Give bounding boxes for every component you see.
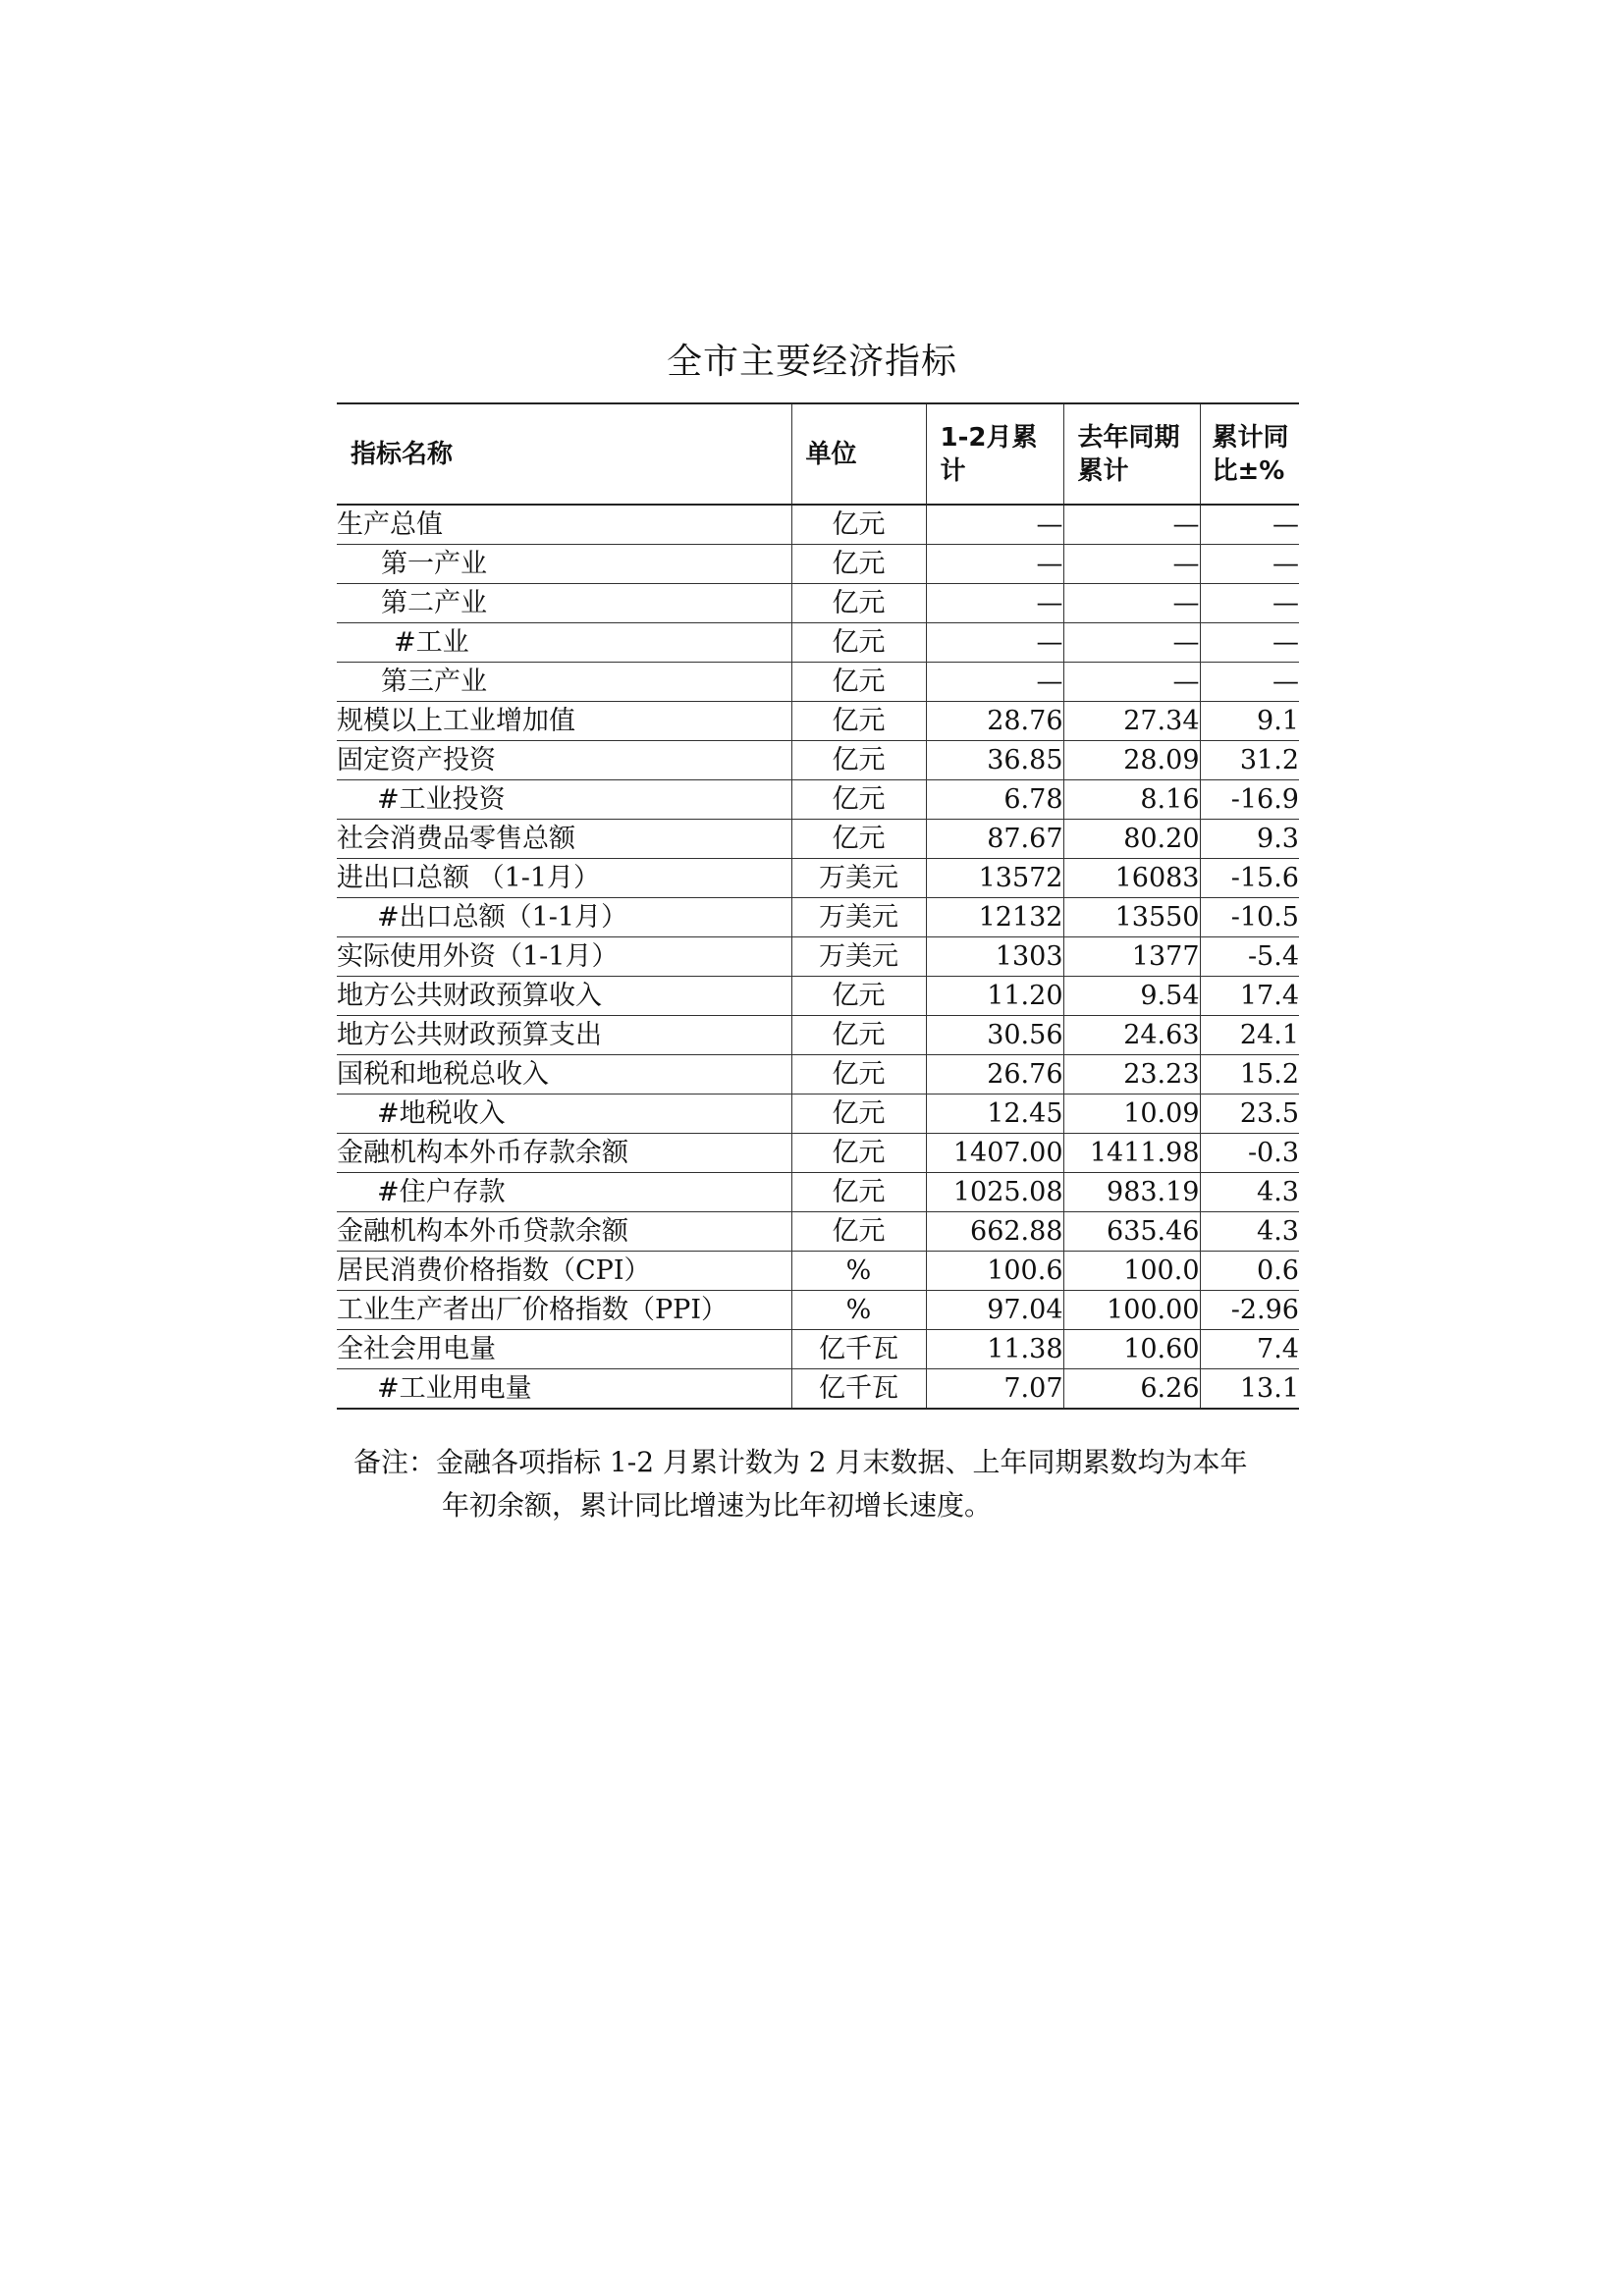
indicators-table	[337, 402, 1299, 1410]
row-indicator-name: 金融机构本外币贷款余额	[337, 1212, 791, 1252]
row-yoy-value: 0.6	[1200, 1252, 1299, 1291]
row-yoy-value: —	[1200, 505, 1299, 545]
row-unit: 亿元	[791, 1095, 926, 1134]
row-current-value: 100.6	[926, 1252, 1063, 1291]
row-indicator-name: 全社会用电量	[337, 1330, 791, 1369]
row-unit: 万美元	[791, 859, 926, 898]
footnote-label: 备注：	[353, 1446, 437, 1478]
row-unit: 亿元	[791, 584, 926, 623]
row-indicator-name: 实际使用外资（1-1月）	[337, 937, 791, 977]
row-current-value: —	[926, 623, 1063, 663]
header-previous-year-cumulative: 去年同期累计	[1063, 403, 1200, 505]
row-current-value: 662.88	[926, 1212, 1063, 1252]
row-current-value: 6.78	[926, 780, 1063, 820]
row-previous-value: —	[1063, 545, 1200, 584]
table-row	[337, 505, 1299, 545]
row-indicator-name: 第二产业	[337, 584, 791, 623]
row-yoy-value: 4.3	[1200, 1212, 1299, 1252]
table-row	[337, 1055, 1299, 1095]
footnote-line-1: 金融各项指标 1-2 月累计数为 2 月末数据、上年同期累数均为本年	[436, 1446, 1248, 1478]
row-current-value: 36.85	[926, 741, 1063, 780]
row-current-value: 1303	[926, 937, 1063, 977]
row-indicator-name: 规模以上工业增加值	[337, 702, 791, 741]
table-row	[337, 545, 1299, 584]
table-row	[337, 741, 1299, 780]
row-previous-value: —	[1063, 623, 1200, 663]
row-unit: 万美元	[791, 937, 926, 977]
table-row	[337, 1173, 1299, 1212]
row-yoy-value: 9.3	[1200, 820, 1299, 859]
row-unit: 亿元	[791, 1212, 926, 1252]
row-current-value: —	[926, 505, 1063, 545]
row-current-value: 1407.00	[926, 1134, 1063, 1173]
row-indicator-name: 固定资产投资	[337, 741, 791, 780]
row-yoy-value: 24.1	[1200, 1016, 1299, 1055]
header-yoy-change: 累计同比±%	[1200, 403, 1299, 505]
row-unit: 亿元	[791, 505, 926, 545]
row-unit: %	[791, 1291, 926, 1330]
row-indicator-name: #出口总额（1-1月）	[337, 898, 791, 937]
row-yoy-value: -16.9	[1200, 780, 1299, 820]
row-unit: 亿元	[791, 1173, 926, 1212]
row-current-value: 97.04	[926, 1291, 1063, 1330]
row-previous-value: 8.16	[1063, 780, 1200, 820]
row-yoy-value: -0.3	[1200, 1134, 1299, 1173]
row-unit: %	[791, 1252, 926, 1291]
table-row	[337, 1016, 1299, 1055]
row-unit: 亿元	[791, 741, 926, 780]
row-unit: 亿元	[791, 663, 926, 702]
row-current-value: 87.67	[926, 820, 1063, 859]
table-row	[337, 584, 1299, 623]
row-indicator-name: 地方公共财政预算支出	[337, 1016, 791, 1055]
row-yoy-value: 23.5	[1200, 1095, 1299, 1134]
row-current-value: 7.07	[926, 1369, 1063, 1410]
row-current-value: 12132	[926, 898, 1063, 937]
table-row	[337, 820, 1299, 859]
row-previous-value: —	[1063, 584, 1200, 623]
header-unit: 单位	[791, 403, 926, 505]
table-row	[337, 1134, 1299, 1173]
row-previous-value: 1411.98	[1063, 1134, 1200, 1173]
row-previous-value: 23.23	[1063, 1055, 1200, 1095]
table-row	[337, 898, 1299, 937]
row-indicator-name: #工业	[337, 623, 791, 663]
table-row	[337, 1252, 1299, 1291]
row-current-value: 11.20	[926, 977, 1063, 1016]
row-yoy-value: —	[1200, 623, 1299, 663]
row-current-value: 26.76	[926, 1055, 1063, 1095]
table-row	[337, 663, 1299, 702]
row-previous-value: 13550	[1063, 898, 1200, 937]
row-current-value: 1025.08	[926, 1173, 1063, 1212]
row-unit: 亿元	[791, 977, 926, 1016]
header-current-cumulative: 1-2月累计	[926, 403, 1063, 505]
row-previous-value: —	[1063, 505, 1200, 545]
row-current-value: 11.38	[926, 1330, 1063, 1369]
row-unit: 万美元	[791, 898, 926, 937]
row-unit: 亿元	[791, 545, 926, 584]
row-previous-value: 27.34	[1063, 702, 1200, 741]
row-indicator-name: #工业投资	[337, 780, 791, 820]
table-row	[337, 623, 1299, 663]
row-previous-value: 80.20	[1063, 820, 1200, 859]
row-indicator-name: #工业用电量	[337, 1369, 791, 1410]
row-yoy-value: 9.1	[1200, 702, 1299, 741]
row-current-value: —	[926, 663, 1063, 702]
row-unit: 亿元	[791, 780, 926, 820]
row-current-value: —	[926, 584, 1063, 623]
table-row	[337, 977, 1299, 1016]
row-previous-value: 6.26	[1063, 1369, 1200, 1410]
row-yoy-value: 17.4	[1200, 977, 1299, 1016]
row-unit: 亿千瓦	[791, 1369, 926, 1410]
row-yoy-value: 4.3	[1200, 1173, 1299, 1212]
row-indicator-name: 生产总值	[337, 505, 791, 545]
row-previous-value: 10.09	[1063, 1095, 1200, 1134]
row-unit: 亿千瓦	[791, 1330, 926, 1369]
row-previous-value: —	[1063, 663, 1200, 702]
footnote-line-2: 年初余额，累计同比增速为比年初增长速度。	[442, 1489, 993, 1522]
table-row	[337, 1291, 1299, 1330]
row-yoy-value: 31.2	[1200, 741, 1299, 780]
row-indicator-name: 地方公共财政预算收入	[337, 977, 791, 1016]
row-previous-value: 28.09	[1063, 741, 1200, 780]
row-current-value: 30.56	[926, 1016, 1063, 1055]
table-row	[337, 1369, 1299, 1410]
row-yoy-value: —	[1200, 584, 1299, 623]
table-header-row	[337, 403, 1299, 505]
row-unit: 亿元	[791, 1055, 926, 1095]
row-indicator-name: 社会消费品零售总额	[337, 820, 791, 859]
row-unit: 亿元	[791, 1016, 926, 1055]
row-indicator-name: 国税和地税总收入	[337, 1055, 791, 1095]
row-indicator-name: 工业生产者出厂价格指数（PPI）	[337, 1291, 791, 1330]
table-row	[337, 702, 1299, 741]
row-indicator-name: 居民消费价格指数（CPI）	[337, 1252, 791, 1291]
row-yoy-value: 7.4	[1200, 1330, 1299, 1369]
row-current-value: 12.45	[926, 1095, 1063, 1134]
table-row	[337, 1330, 1299, 1369]
row-yoy-value: 13.1	[1200, 1369, 1299, 1410]
table-row	[337, 780, 1299, 820]
row-indicator-name: 第一产业	[337, 545, 791, 584]
row-indicator-name: 第三产业	[337, 663, 791, 702]
row-previous-value: 100.00	[1063, 1291, 1200, 1330]
row-previous-value: 635.46	[1063, 1212, 1200, 1252]
row-previous-value: 24.63	[1063, 1016, 1200, 1055]
row-current-value: —	[926, 545, 1063, 584]
row-yoy-value: -10.5	[1200, 898, 1299, 937]
page-title: 全市主要经济指标	[666, 342, 957, 382]
footnote	[353, 1441, 1296, 1527]
row-yoy-value: -15.6	[1200, 859, 1299, 898]
header-indicator-name: 指标名称	[337, 403, 791, 505]
row-indicator-name: #住户存款	[337, 1173, 791, 1212]
row-unit: 亿元	[791, 702, 926, 741]
table-row	[337, 859, 1299, 898]
row-yoy-value: —	[1200, 545, 1299, 584]
row-indicator-name: 进出口总额 （1-1月）	[337, 859, 791, 898]
row-previous-value: 16083	[1063, 859, 1200, 898]
row-previous-value: 1377	[1063, 937, 1200, 977]
row-yoy-value: 15.2	[1200, 1055, 1299, 1095]
row-indicator-name: #地税收入	[337, 1095, 791, 1134]
row-yoy-value: -5.4	[1200, 937, 1299, 977]
table-body	[337, 505, 1299, 1409]
table-row	[337, 1095, 1299, 1134]
row-previous-value: 983.19	[1063, 1173, 1200, 1212]
table-row	[337, 937, 1299, 977]
row-current-value: 13572	[926, 859, 1063, 898]
row-unit: 亿元	[791, 1134, 926, 1173]
row-previous-value: 10.60	[1063, 1330, 1200, 1369]
row-unit: 亿元	[791, 623, 926, 663]
row-indicator-name: 金融机构本外币存款余额	[337, 1134, 791, 1173]
row-yoy-value: -2.96	[1200, 1291, 1299, 1330]
row-unit: 亿元	[791, 820, 926, 859]
row-yoy-value: —	[1200, 663, 1299, 702]
row-previous-value: 9.54	[1063, 977, 1200, 1016]
row-current-value: 28.76	[926, 702, 1063, 741]
table-row	[337, 1212, 1299, 1252]
row-previous-value: 100.0	[1063, 1252, 1200, 1291]
